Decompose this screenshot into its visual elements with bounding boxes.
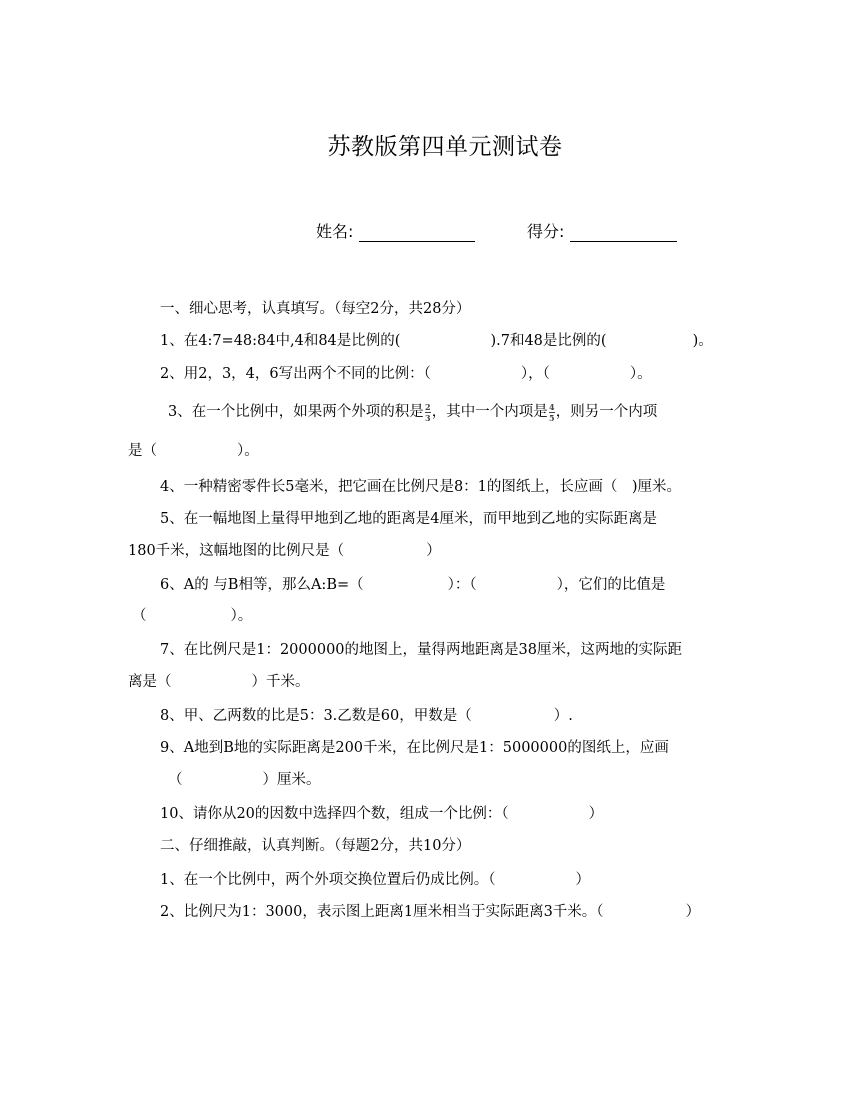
page-title: 苏教版第四单元测试卷 — [327, 134, 563, 160]
judge-2-text-a: 2、比例尺为1：3000，表示图上距离1厘米相当于实际距离3千米。（ — [160, 904, 604, 920]
fraction-four-fifths: $\frac{4}{5}$ — [548, 401, 555, 423]
score-label: 得分: — [527, 222, 565, 241]
question-3-text-d: 是（ — [128, 443, 157, 459]
judge-2-text-b: ） — [685, 904, 701, 920]
question-6-text-c: ），它们的比值是 — [556, 577, 666, 593]
question-7-text-c: ）千米。 — [251, 674, 310, 690]
question-10-text-a: 10、请你从20的因数中选择四个数，组成一个比例：（ — [160, 806, 509, 822]
question-9: 9、A地到B地的实际距离是200千米，在比例尺是1：5000000的图纸上，应画 — [160, 740, 669, 756]
question-9-continued — [168, 770, 321, 790]
question-6-text-d: （ — [132, 608, 147, 624]
question-1-text-b: ).7和48是比例的( — [490, 333, 607, 349]
question-5-continued — [128, 541, 441, 561]
judge-1-text-b: ） — [575, 872, 590, 888]
judge-1 — [160, 870, 590, 890]
question-3-text-a: 3、在一个比例中，如果两个外项的积是 — [168, 404, 424, 420]
section-heading-judge: 二、仔细推敲，认真判断。（每题2分，共10分） — [160, 838, 471, 854]
fraction-two-thirds: $\frac{2}{3}$ — [424, 401, 431, 423]
question-6-text-e: ）。 — [230, 608, 253, 624]
judge-2 — [160, 902, 700, 922]
question-8-text-a: 8、甲、乙两数的比是5：3.乙数是60，甲数是（ — [160, 708, 472, 724]
question-5-text-b: 180千米，这幅地图的比例尺是（ — [128, 543, 345, 559]
question-9-text-b: （ — [168, 772, 183, 788]
question-1 — [160, 331, 713, 351]
question-2-text-a: 2、用2，3，4，6写出两个不同的比例：（ — [160, 366, 431, 382]
question-6-text-b: ）：（ — [447, 577, 477, 593]
question-3-text-c: ，则另一个内项 — [555, 404, 658, 420]
question-6 — [160, 575, 665, 595]
question-4: 4、一种精密零件长5毫米，把它画在比例尺是8：1的图纸上，长应画（ )厘米。 — [160, 479, 682, 495]
question-8-text-b: ）. — [553, 708, 573, 724]
question-3-text-b: ，其中一个内项是 — [431, 404, 548, 420]
question-9-text-c: ）厘米。 — [262, 772, 321, 788]
question-10-text-b: ） — [588, 806, 604, 822]
question-3-text-e: ）。 — [237, 443, 259, 459]
question-1-text-a: 1、在4:7=48:84中,4和84是比例的( — [160, 333, 401, 349]
score-blank[interactable] — [570, 224, 677, 242]
question-2-text-c: ）。 — [629, 366, 652, 382]
judge-1-text-a: 1、在一个比例中，两个外项交换位置后仍成比例。（ — [160, 872, 496, 888]
question-1-text-c: )。 — [692, 333, 713, 349]
question-7: 7、在比例尺是1：2000000的地图上，量得两地距离是38厘米，这两地的实际距 — [160, 642, 682, 658]
question-5-text-c: ） — [426, 543, 441, 559]
score-field — [527, 219, 677, 242]
question-8 — [160, 706, 573, 726]
name-field — [316, 219, 475, 242]
question-6-text-a: 6、A的 与B相等，那么A:B=（ — [160, 577, 364, 593]
section-heading-fill: 一、细心思考，认真填写。（每空2分，共28分） — [160, 301, 471, 317]
name-blank[interactable] — [359, 224, 475, 242]
question-3-continued — [128, 441, 259, 461]
question-2 — [160, 364, 652, 384]
question-2-text-b: ），（ — [520, 366, 550, 382]
question-10 — [160, 804, 603, 824]
question-7-text-b: 离是（ — [128, 674, 172, 690]
name-label: 姓名: — [316, 222, 354, 241]
question-3 — [168, 402, 657, 422]
question-7-continued — [128, 672, 310, 692]
question-5: 5、在一幅地图上量得甲地到乙地的距离是4厘米，而甲地到乙地的实际距离是 — [160, 511, 657, 527]
question-6-continued — [132, 606, 252, 626]
